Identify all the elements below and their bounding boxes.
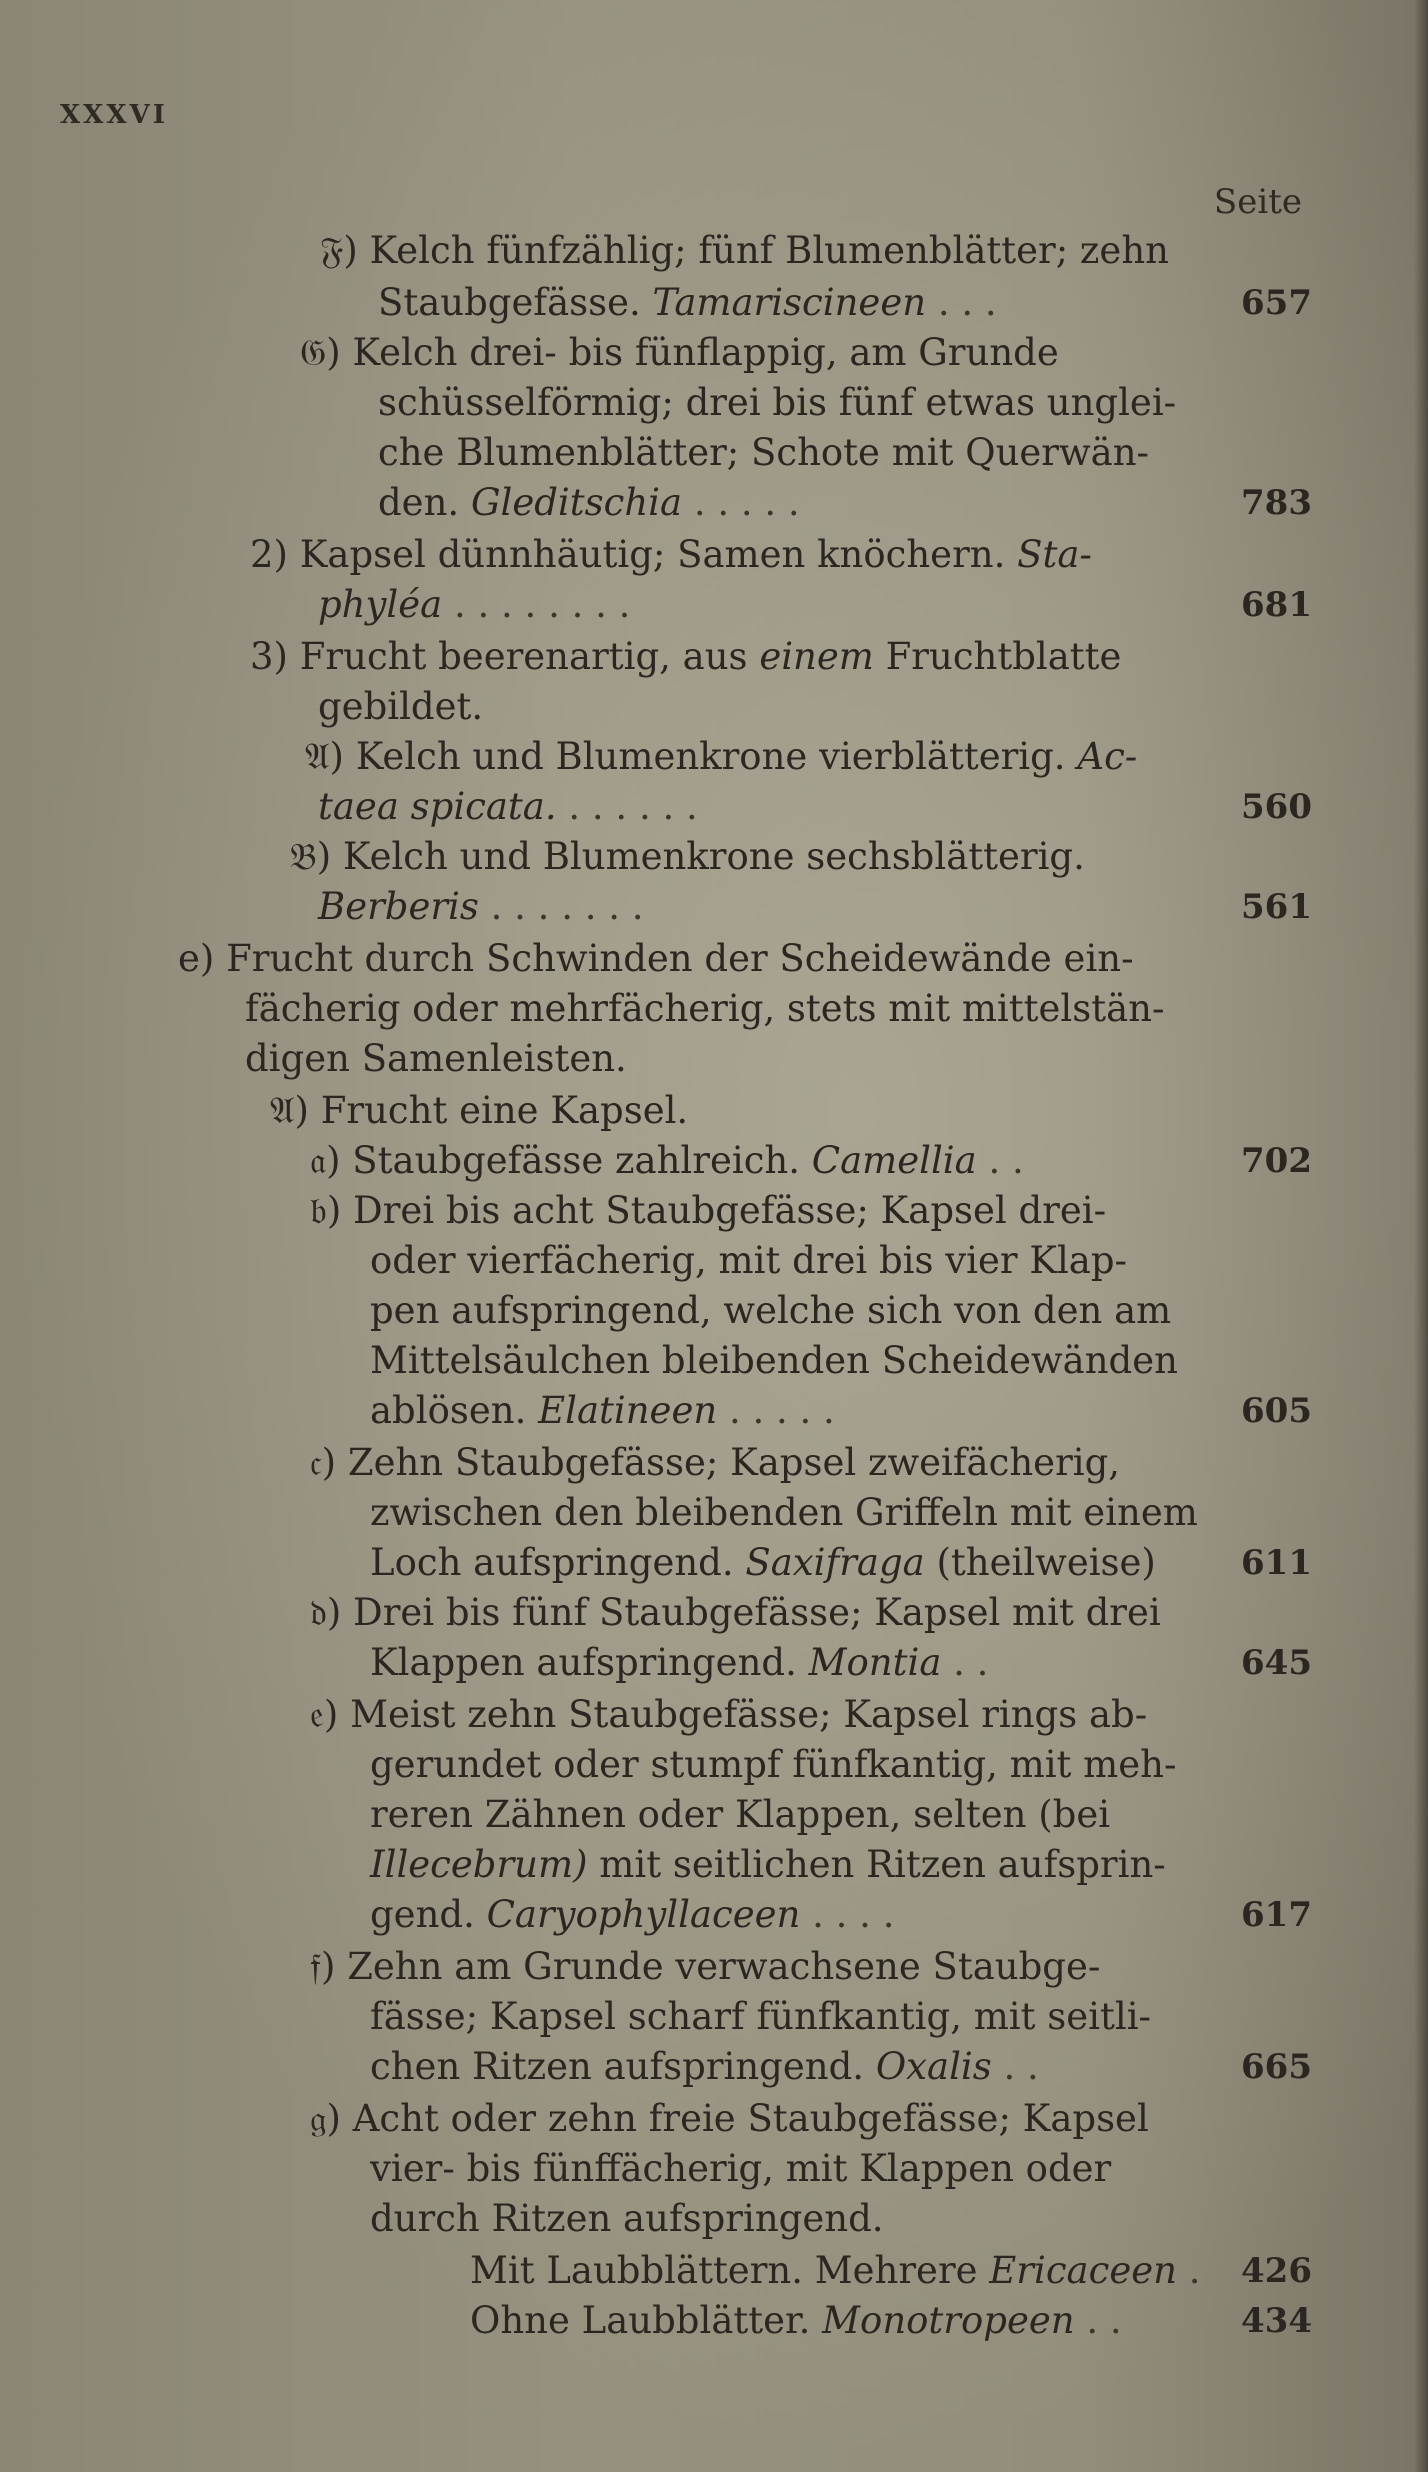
entry-line [370, 2044, 1039, 2090]
entry-text-continued: (theilweise) [936, 1541, 1156, 1584]
entry-text: che Blumenblätter; Schote mit Querwän- [378, 431, 1150, 474]
entry-text: Loch aufspringend. [370, 1541, 734, 1584]
entry-text: Zehn am Grunde verwachsene Staubge- [347, 1945, 1101, 1988]
entry-text: Acht oder zehn freie Staubgefässe; Kapsel [352, 2097, 1149, 2140]
entry-line [370, 2146, 1111, 2192]
entry-text: oder vierfächerig, mit drei bis vier Klap- [370, 1239, 1128, 1282]
entry-label: 𝔊) [300, 331, 341, 374]
taxon-name: Berberis [318, 885, 479, 928]
page-spine-shadow [1414, 0, 1428, 2472]
entry-text-continued: Fruchtblatte [885, 635, 1122, 678]
entry-text: pen aufspringend, welche sich von den am [370, 1289, 1172, 1332]
entry-line [250, 634, 1121, 680]
leader-dots: . . . . . [728, 1389, 835, 1432]
entry-line [270, 1088, 688, 1134]
entry-line [370, 1892, 894, 1938]
entry-text: fächerig oder mehrfächerig, stets mit mittelstän- [245, 987, 1165, 1030]
page-reference: 611 [1241, 1543, 1312, 1583]
page-reference: 426 [1241, 2251, 1312, 2291]
taxon-name: Ac- [1077, 735, 1138, 778]
entry-line [178, 936, 1134, 982]
entry-line [305, 734, 1137, 780]
entry-line [370, 1238, 1127, 1284]
entry-text: Frucht beerenartig, aus [299, 635, 748, 678]
entry-text: Ohne Laubblätter. [470, 2299, 811, 2342]
entry-line [310, 1692, 1147, 1738]
entry-line [370, 1490, 1198, 1536]
entry-text: Drei bis fünf Staubgefässe; Kapsel mit drei [353, 1591, 1161, 1634]
entry-line [318, 582, 630, 628]
entry-text: Kelch drei- bis fünflappig, am Grunde [352, 331, 1059, 374]
entry-emphasis: einem [759, 635, 874, 678]
entry-text: zwischen den bleibenden Griffeln mit einem [370, 1491, 1198, 1534]
leader-dots: . . [1003, 2045, 1039, 2088]
page-reference: 702 [1241, 1141, 1312, 1181]
entry-line [318, 784, 698, 830]
entry-line [470, 2248, 1200, 2294]
entry-text: Klappen aufspringend. [370, 1641, 797, 1684]
entry-text: Mit Laubblättern. Mehrere [470, 2249, 978, 2292]
page-reference: 645 [1241, 1643, 1312, 1683]
taxon-name: Elatineen [538, 1389, 718, 1432]
entry-label: 𝔠) [310, 1441, 337, 1484]
entry-text: den. [378, 481, 460, 524]
entry-text: vier- bis fünffächerig, mit Klappen oder [370, 2147, 1112, 2190]
entry-text: Mittelsäulchen bleibenden Scheidewänden [370, 1339, 1178, 1382]
entry-label: 3) [250, 635, 288, 678]
entry-line [310, 1138, 1024, 1184]
entry-text: Drei bis acht Staubgefässe; Kapsel drei- [353, 1189, 1107, 1232]
leader-dots: . . . . . . [568, 785, 698, 828]
entry-text: fässe; Kapsel scharf fünfkantig, mit seitli- [370, 1995, 1152, 2038]
entry-label: 𝔟) [310, 1189, 342, 1232]
entry-text: gebildet. [318, 685, 484, 728]
entry-label: 𝔤) [310, 2097, 341, 2140]
entry-text: Staubgefässe. [378, 281, 641, 324]
entry-label: 𝔄) [305, 735, 344, 778]
taxon-name: Oxalis [875, 2045, 992, 2088]
entry-text: Staubgefässe zahlreich. [352, 1139, 801, 1182]
entry-text: Kelch und Blumenkrone sechsblätterig. [342, 835, 1085, 878]
entry-line [245, 1036, 627, 1082]
leader-dots: . . . . . . . [490, 885, 644, 928]
entry-text: chen Ritzen aufspringend. [370, 2045, 865, 2088]
entry-line [310, 1440, 1120, 1486]
entry-label: 2) [250, 533, 288, 576]
entry-text-continued: mit seitlichen Ritzen aufsprin- [599, 1843, 1166, 1886]
entry-text: Kelch fünfzählig; fünf Blumenblätter; zehn [369, 229, 1169, 272]
entry-line [470, 2298, 1122, 2344]
taxon-name: Ericaceen [989, 2249, 1177, 2292]
entry-label: 𝔞) [310, 1139, 341, 1182]
entry-line [378, 380, 1176, 426]
entry-label: 𝔣) [310, 1945, 336, 1988]
page-reference: 561 [1241, 887, 1312, 927]
taxon-name: phyléa [318, 583, 443, 626]
entry-line [370, 1640, 988, 1686]
entry-text: gend. [370, 1893, 475, 1936]
entry-line [245, 986, 1164, 1032]
page-reference: 665 [1241, 2047, 1312, 2087]
entry-line [290, 834, 1085, 880]
page-reference: 605 [1241, 1391, 1312, 1431]
taxon-name: Montia [808, 1641, 942, 1684]
entry-label: 𝔢) [310, 1693, 339, 1736]
leader-dots: . . [988, 1139, 1024, 1182]
entry-line [318, 884, 644, 930]
entry-label: 𝔄) [270, 1089, 309, 1132]
entry-line [378, 430, 1149, 476]
entry-line [310, 2096, 1149, 2142]
entry-text: digen Samenleisten. [245, 1037, 627, 1080]
leader-dots: . . . . [812, 1893, 895, 1936]
page-number: XXXVI [60, 100, 168, 130]
entry-line [310, 1590, 1161, 1636]
entry-line [320, 228, 1169, 274]
leader-dots: . [1188, 2249, 1201, 2292]
entry-line [370, 1792, 1110, 1838]
entry-line [318, 684, 483, 730]
page-reference: 681 [1241, 585, 1312, 625]
leader-dots: . . [953, 1641, 989, 1684]
entry-line [378, 480, 800, 526]
entry-label: 𝔡) [310, 1591, 342, 1634]
page-reference: 657 [1241, 283, 1312, 323]
entry-line [378, 280, 997, 326]
entry-label: 𝔉) [320, 229, 358, 272]
taxon-name: Saxifraga [745, 1541, 925, 1584]
taxon-name: Caryophyllaceen [486, 1893, 801, 1936]
entry-line [370, 1742, 1176, 1788]
entry-label: e) [178, 937, 215, 980]
taxon-name: Monotropeen [822, 2299, 1075, 2342]
entry-line [370, 1338, 1178, 1384]
entry-text: schüsselförmig; drei bis fünf etwas unglei- [378, 381, 1177, 424]
entry-line [310, 1188, 1106, 1234]
entry-text: ablösen. [370, 1389, 527, 1432]
entry-line [300, 330, 1059, 376]
leader-dots: . . . [937, 281, 997, 324]
taxon-name: Gleditschia [470, 481, 683, 524]
entry-line [370, 1288, 1171, 1334]
page-reference: 560 [1241, 787, 1312, 827]
entry-text: Kelch und Blumenkrone vierblätterig. [355, 735, 1066, 778]
taxon-name: Illecebrum) [370, 1843, 588, 1886]
taxon-name: Tamariscineen [652, 281, 927, 324]
entry-line [370, 1540, 1156, 1586]
entry-text: Frucht durch Schwinden der Scheidewände ein- [226, 937, 1134, 980]
page-reference: 434 [1241, 2301, 1312, 2341]
entry-line [310, 1944, 1100, 1990]
entry-line [370, 1842, 1166, 1888]
taxon-name: Sta- [1017, 533, 1092, 576]
taxon-name: taea spicata. [318, 785, 557, 828]
taxon-name: Camellia [811, 1139, 977, 1182]
entry-text: Meist zehn Staubgefässe; Kapsel rings ab- [350, 1693, 1148, 1736]
entry-text: gerundet oder stumpf fünfkantig, mit meh- [370, 1743, 1177, 1786]
entry-text: Frucht eine Kapsel. [320, 1089, 689, 1132]
entry-line [370, 1388, 835, 1434]
entry-label: 𝔅) [290, 835, 332, 878]
entry-text: Zehn Staubgefässe; Kapsel zweifächerig, [347, 1441, 1121, 1484]
leader-dots: . . [1086, 2299, 1122, 2342]
leader-dots: . . . . . [693, 481, 800, 524]
entry-text: durch Ritzen aufspringend. [370, 2197, 884, 2240]
entry-text: Kapsel dünnhäutig; Samen knöchern. [299, 533, 1006, 576]
page-column-label: Seite [1213, 182, 1302, 222]
entry-line [370, 2196, 884, 2242]
leader-dots: . . . . . . . . [453, 583, 631, 626]
page-reference: 617 [1241, 1895, 1312, 1935]
entry-line [370, 1994, 1151, 2040]
page-reference: 783 [1241, 483, 1312, 523]
entry-text: reren Zähnen oder Klappen, selten (bei [370, 1793, 1111, 1836]
entry-line [250, 532, 1092, 578]
